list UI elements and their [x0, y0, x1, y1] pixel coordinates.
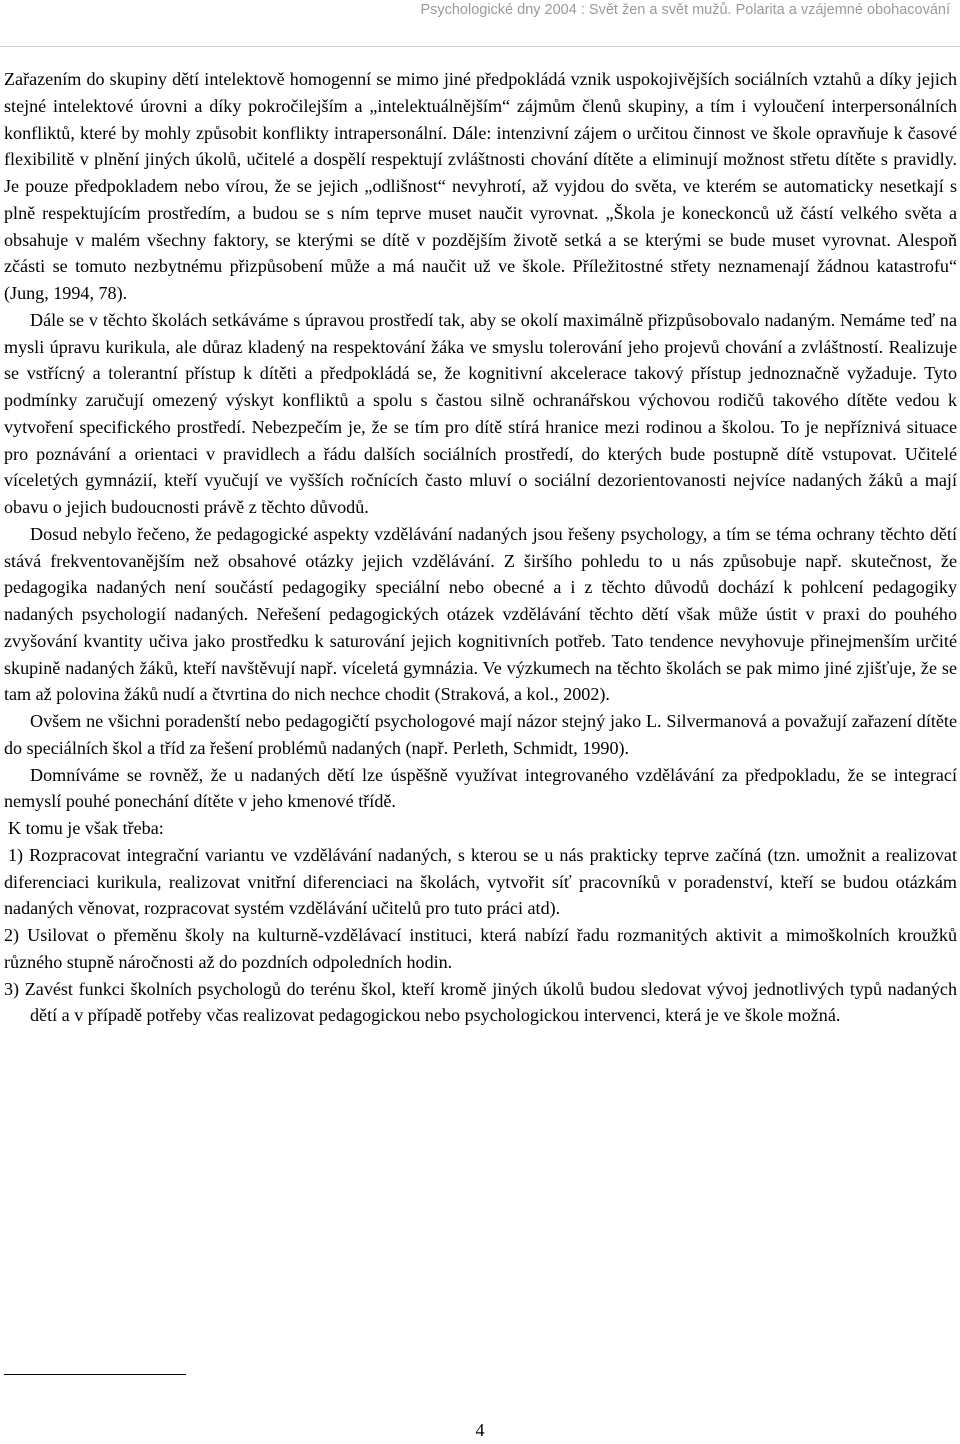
list-item-3: 3) Zavést funkci školních psychologů do terénu škol, kteří kromě jiných úkolů budou sledovat vývoj jednotlivých typů nadaných dětí a v případě potřeby včas realizovat pedagogickou nebo psychologickou intervenci, která je ve škole možná.	[4, 978, 957, 1026]
paragraph-2: Dále se v těchto školách setkáváme s úpravou prostředí tak, aby se okolí maximálně přizpůsobovalo nadaným. Nemáme teď na mysli úpravu kurikula, ale důraz kladený na respektování žáka ve smyslu tolerování jeho projevů chování a zvláštností. Realizuje se vstřícný a tolerantní přístup k dítěti a předpokládá se, že kognitivní akcelerace takový přístup jednoznačně vyžaduje. Tyto podmínky zaručují omezený výskyt konfliktů a spolu s častou silně ochranářskou výchovou rodičů takového dítěte vedou k vytvoření specifického prostředí. Nebezpečím je, že se tím pro dítě stírá hranice mezi rodinou a školou. To je nepříznivá situace pro poznávání a orientaci v pravidlech a řádu dalších sociálních prostředí, do kterých bude postupně dítě vstupovat. Učitelé víceletých gymnázií, kteří vyučují ve vyšších ročnících často mluví o sociální dezorientovanosti nejvíce nadaných žáků a mají obavu o jejich budoucnosti právě z těchto důvodů.	[4, 309, 957, 517]
list-item-1: 1) Rozpracovat integrační variantu ve vzdělávání nadaných, s kterou se u nás prakticky teprve začíná (tzn. umožnit a realizovat diferenciaci kurikula, realizovat vnitřní diferenciaci na školách, vytvořit síť pracovníků v poradenství, kteří se budou otázkám nadaných věnovat, rozpracovat systém vzdělávání učitelů pro tuto práci atd).	[4, 844, 957, 919]
document-body	[4, 66, 957, 1029]
paragraph-3: Dosud nebylo řečeno, že pedagogické aspekty vzdělávání nadaných jsou řešeny psychology, a tím se téma ochrany těchto dětí stává frekventovanějším než obsahové otázky jejich vzdělávání. Z širšího pohledu to u nás způsobuje např. skutečnost, že pedagogika nadaných není součástí pedagogiky speciální nebo obecné a i z těchto důvodů dochází k pohlcení pedagogiky nadaných psychologií nadaných. Neřešení pedagogických otázek vzdělávání těchto dětí však může ústit v praxi do pouhého zvyšování kvantity učiva jako prostředku k saturování jejich kognitivních potřeb. Tato tendence nevyhovuje přinejmenším určité skupině nadaných žáků, kteří navštěvují např. víceletá gymnázia. Ve výzkumech na těchto školách se pak mimo jiné zjišťuje, že se tam až polovina žáků nudí a čtvrtina do nich nechce chodit (Straková, a kol., 2002).	[4, 523, 957, 705]
list-intro: K tomu je však třeba:	[8, 818, 164, 838]
header-divider	[0, 46, 960, 47]
paragraph-5: Domníváme se rovněž, že u nadaných dětí lze úspěšně využívat integrovaného vzdělávání za předpokladu, že se integrací nemyslí pouhé ponechání dítěte v jeho kmenové třídě.	[4, 764, 957, 812]
paragraph-1: Zařazením do skupiny dětí intelektově homogenní se mimo jiné předpokládá vznik uspokojivějších sociálních vztahů a díky jejich stejné intelektové úrovni a díky pokročilejším a „intelektuálnějším“ zájmům členů skupiny, a tím i vyloučení interpersonálních konfliktů, které by mohly způsobit konflikty intrapersonální. Dále: intenzivní zájem o určitou činnost ve škole opravňuje k časové flexibilitě v plnění jiných úkolů, učitelé a dospělí respektují zvláštnosti chování dítěte a eliminují možnost střetu dítěte s pravidly. Je pouze předpokladem nebo vírou, že se jejich „odlišnost“ nevyhrotí, až vyjdou do světa, ve kterém se automaticky nesetkají s plně respektujícím prostředím, a budou se s ním teprve muset naučit vyrovnat. „Škola je koneckonců už částí velkého světa a obsahuje v malém všechny faktory, se kterými se dítě v pozdějším životě setká a se kterými se bude muset vyrovnat. Alespoň zčásti se tomuto nezbytnému přizpůsobení může a má naučit už ve škole. Příležitostné střety neznamenají žádnou katastrofu“ (Jung, 1994, 78).	[4, 69, 957, 303]
running-header: Psychologické dny 2004 : Svět žen a svět mužů. Polarita a vzájemné obohacování	[420, 2, 950, 18]
paragraph-4: Ovšem ne všichni poradenští nebo pedagogičtí psychologové mají názor stejný jako L. Silvermanová a považují zařazení dítěte do speciálních škol a tříd za řešení problémů nadaných (např. Perleth, Schmidt, 1990).	[4, 711, 957, 758]
footnote-divider	[4, 1374, 186, 1375]
list-item-2: 2) Usilovat o přeměnu školy na kulturně-vzdělávací instituci, která nabízí řadu rozmanitých aktivit a mimoškolních kroužků různého stupně náročnosti až do pozdních odpoledních hodin.	[4, 925, 957, 972]
page-number: 4	[475, 1420, 485, 1440]
